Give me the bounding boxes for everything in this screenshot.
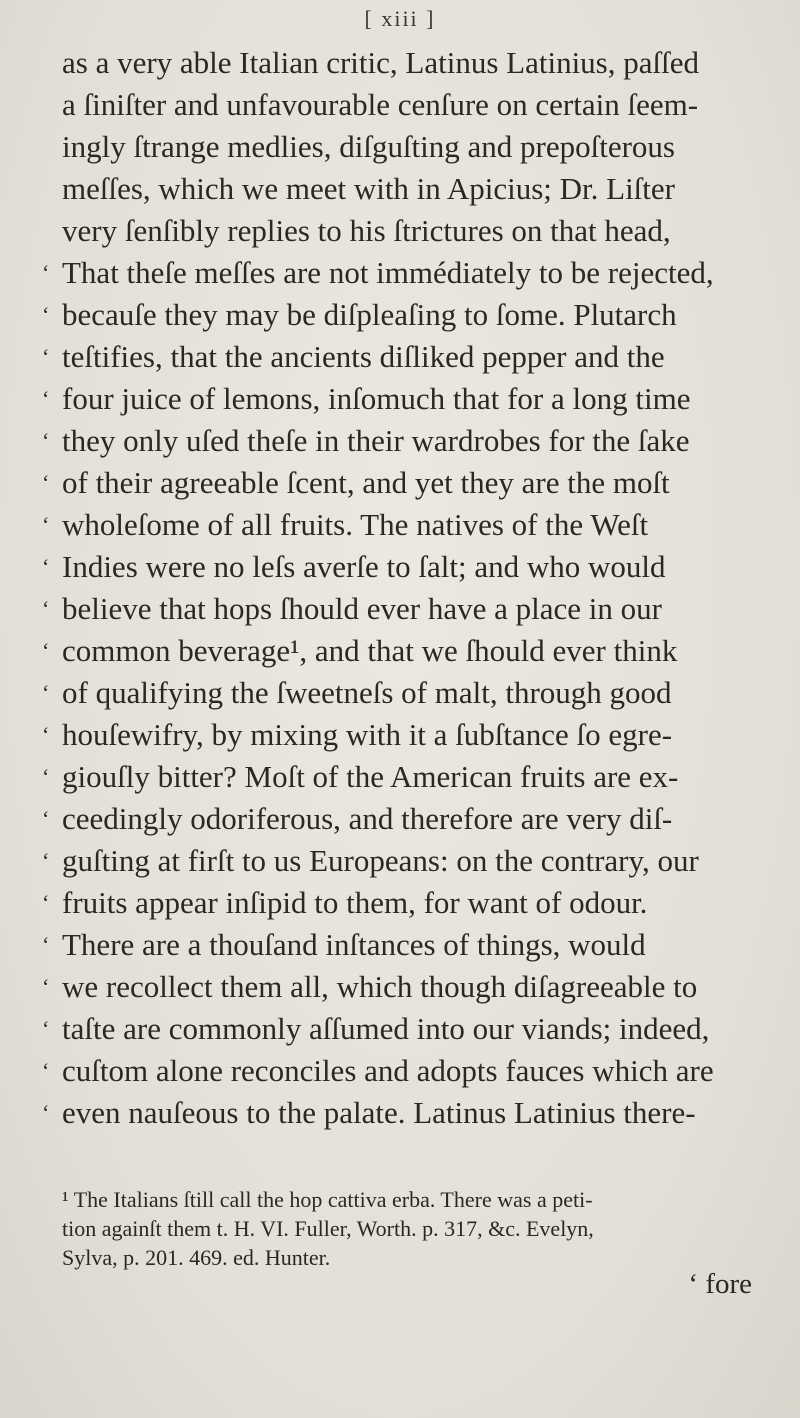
text-line bbox=[42, 714, 772, 756]
text-line bbox=[42, 1008, 772, 1050]
text-line bbox=[42, 1050, 772, 1092]
text-line-content: There are a thouſand inſtances of things, would bbox=[62, 927, 646, 962]
quotation-mark: ‘ bbox=[42, 596, 50, 621]
quotation-mark: ‘ bbox=[42, 302, 50, 327]
text-line-content: they only uſed theſe in their wardrobes for the ſake bbox=[62, 423, 690, 458]
text-line-content: ingly ſtrange medlies, diſguſting and prepoſterous bbox=[62, 129, 675, 164]
text-line bbox=[42, 840, 772, 882]
text-line bbox=[42, 630, 772, 672]
text-line bbox=[42, 252, 772, 294]
quotation-mark: ‘ bbox=[42, 680, 50, 705]
footnote-line: ¹ The Italians ſtill call the hop cattiva erba. There was a peti- bbox=[62, 1187, 593, 1212]
quotation-mark: ‘ bbox=[42, 386, 50, 411]
text-line bbox=[42, 798, 772, 840]
text-line bbox=[42, 294, 772, 336]
quotation-mark: ‘ bbox=[42, 1100, 50, 1125]
text-line bbox=[42, 378, 772, 420]
text-line bbox=[42, 420, 772, 462]
text-line-content: even nauſeous to the palate. Latinus Latinius there- bbox=[62, 1095, 696, 1130]
text-line-content: That theſe meſſes are not immédiately to be rejected, bbox=[62, 255, 714, 290]
text-line bbox=[42, 546, 772, 588]
page-number: [ xiii ] bbox=[364, 6, 436, 31]
text-line-content: meſſes, which we meet with in Apicius; Dr. Liſter bbox=[62, 171, 675, 206]
quotation-mark: ‘ bbox=[42, 1016, 50, 1041]
text-line bbox=[42, 462, 772, 504]
text-line bbox=[42, 924, 772, 966]
quotation-mark: ‘ bbox=[42, 722, 50, 747]
text-line-content: of their agreeable ſcent, and yet they are the moſt bbox=[62, 465, 670, 500]
quotation-mark: ‘ bbox=[42, 1058, 50, 1083]
text-line-content: taſte are commonly aſſumed into our viands; indeed, bbox=[62, 1011, 710, 1046]
text-line-content: very ſenſibly replies to his ſtrictures on that head, bbox=[62, 213, 671, 248]
text-line bbox=[62, 210, 772, 252]
text-line-content: ceedingly odoriferous, and therefore are very diſ- bbox=[62, 801, 673, 836]
quotation-mark: ‘ bbox=[42, 554, 50, 579]
text-line-content: believe that hops ſhould ever have a place in our bbox=[62, 591, 662, 626]
quotation-mark: ‘ bbox=[42, 974, 50, 999]
text-line bbox=[42, 336, 772, 378]
main-text-block bbox=[42, 42, 772, 1134]
quotation-mark: ‘ bbox=[42, 512, 50, 537]
footnote-block bbox=[62, 1185, 772, 1272]
text-line bbox=[42, 966, 772, 1008]
text-line-content: of qualifying the ſweetneſs of malt, through good bbox=[62, 675, 672, 710]
text-line-content: wholeſome of all fruits. The natives of the Weſt bbox=[62, 507, 649, 542]
text-line-content: common beverage¹, and that we ſhould ever think bbox=[62, 633, 678, 668]
text-line-content: houſewifry, by mixing with it a ſubſtance ſo egre- bbox=[62, 717, 673, 752]
quotation-mark: ‘ bbox=[42, 344, 50, 369]
quotation-mark: ‘ bbox=[42, 764, 50, 789]
text-line-content: as a very able Italian critic, Latinus Latinius, paſſed bbox=[62, 45, 699, 80]
quotation-mark: ‘ bbox=[42, 260, 50, 285]
catchword: ‘ fore bbox=[688, 1268, 752, 1300]
quotation-mark: ‘ bbox=[42, 470, 50, 495]
quotation-mark: ‘ bbox=[42, 890, 50, 915]
text-line-content: giouſly bitter? Moſt of the American fruits are ex- bbox=[62, 759, 679, 794]
footnote-line: tion againſt them t. H. VI. Fuller, Worth. p. 317, &c. Evelyn, bbox=[62, 1216, 594, 1241]
text-line-content: becauſe they may be diſpleaſing to ſome. Plutarch bbox=[62, 297, 677, 332]
text-line-content: we recollect them all, which though diſagreeable to bbox=[62, 969, 698, 1004]
text-line bbox=[42, 588, 772, 630]
text-line bbox=[42, 756, 772, 798]
text-line bbox=[42, 504, 772, 546]
quotation-mark: ‘ bbox=[42, 932, 50, 957]
text-line-content: a ſiniſter and unfavourable cenſure on certain ſeem- bbox=[62, 87, 699, 122]
text-line bbox=[62, 42, 772, 84]
text-line-content: fruits appear inſipid to them, for want of odour. bbox=[62, 885, 648, 920]
text-line-content: cuſtom alone reconciles and adopts fauces which are bbox=[62, 1053, 714, 1088]
quotation-mark: ‘ bbox=[42, 638, 50, 663]
text-line bbox=[42, 882, 772, 924]
text-line bbox=[42, 1092, 772, 1134]
quotation-mark: ‘ bbox=[42, 806, 50, 831]
footnote-line: Sylva, p. 201. 469. ed. Hunter. bbox=[62, 1245, 331, 1270]
text-line-content: four juice of lemons, inſomuch that for a long time bbox=[62, 381, 691, 416]
text-line bbox=[62, 126, 772, 168]
text-line-content: guſting at firſt to us Europeans: on the contrary, our bbox=[62, 843, 699, 878]
text-line bbox=[62, 168, 772, 210]
quotation-mark: ‘ bbox=[42, 428, 50, 453]
text-line bbox=[62, 84, 772, 126]
text-line-content: teſtifies, that the ancients diſliked pepper and the bbox=[62, 339, 665, 374]
text-line bbox=[42, 672, 772, 714]
quotation-mark: ‘ bbox=[42, 848, 50, 873]
text-line-content: Indies were no leſs averſe to ſalt; and who would bbox=[62, 549, 666, 584]
